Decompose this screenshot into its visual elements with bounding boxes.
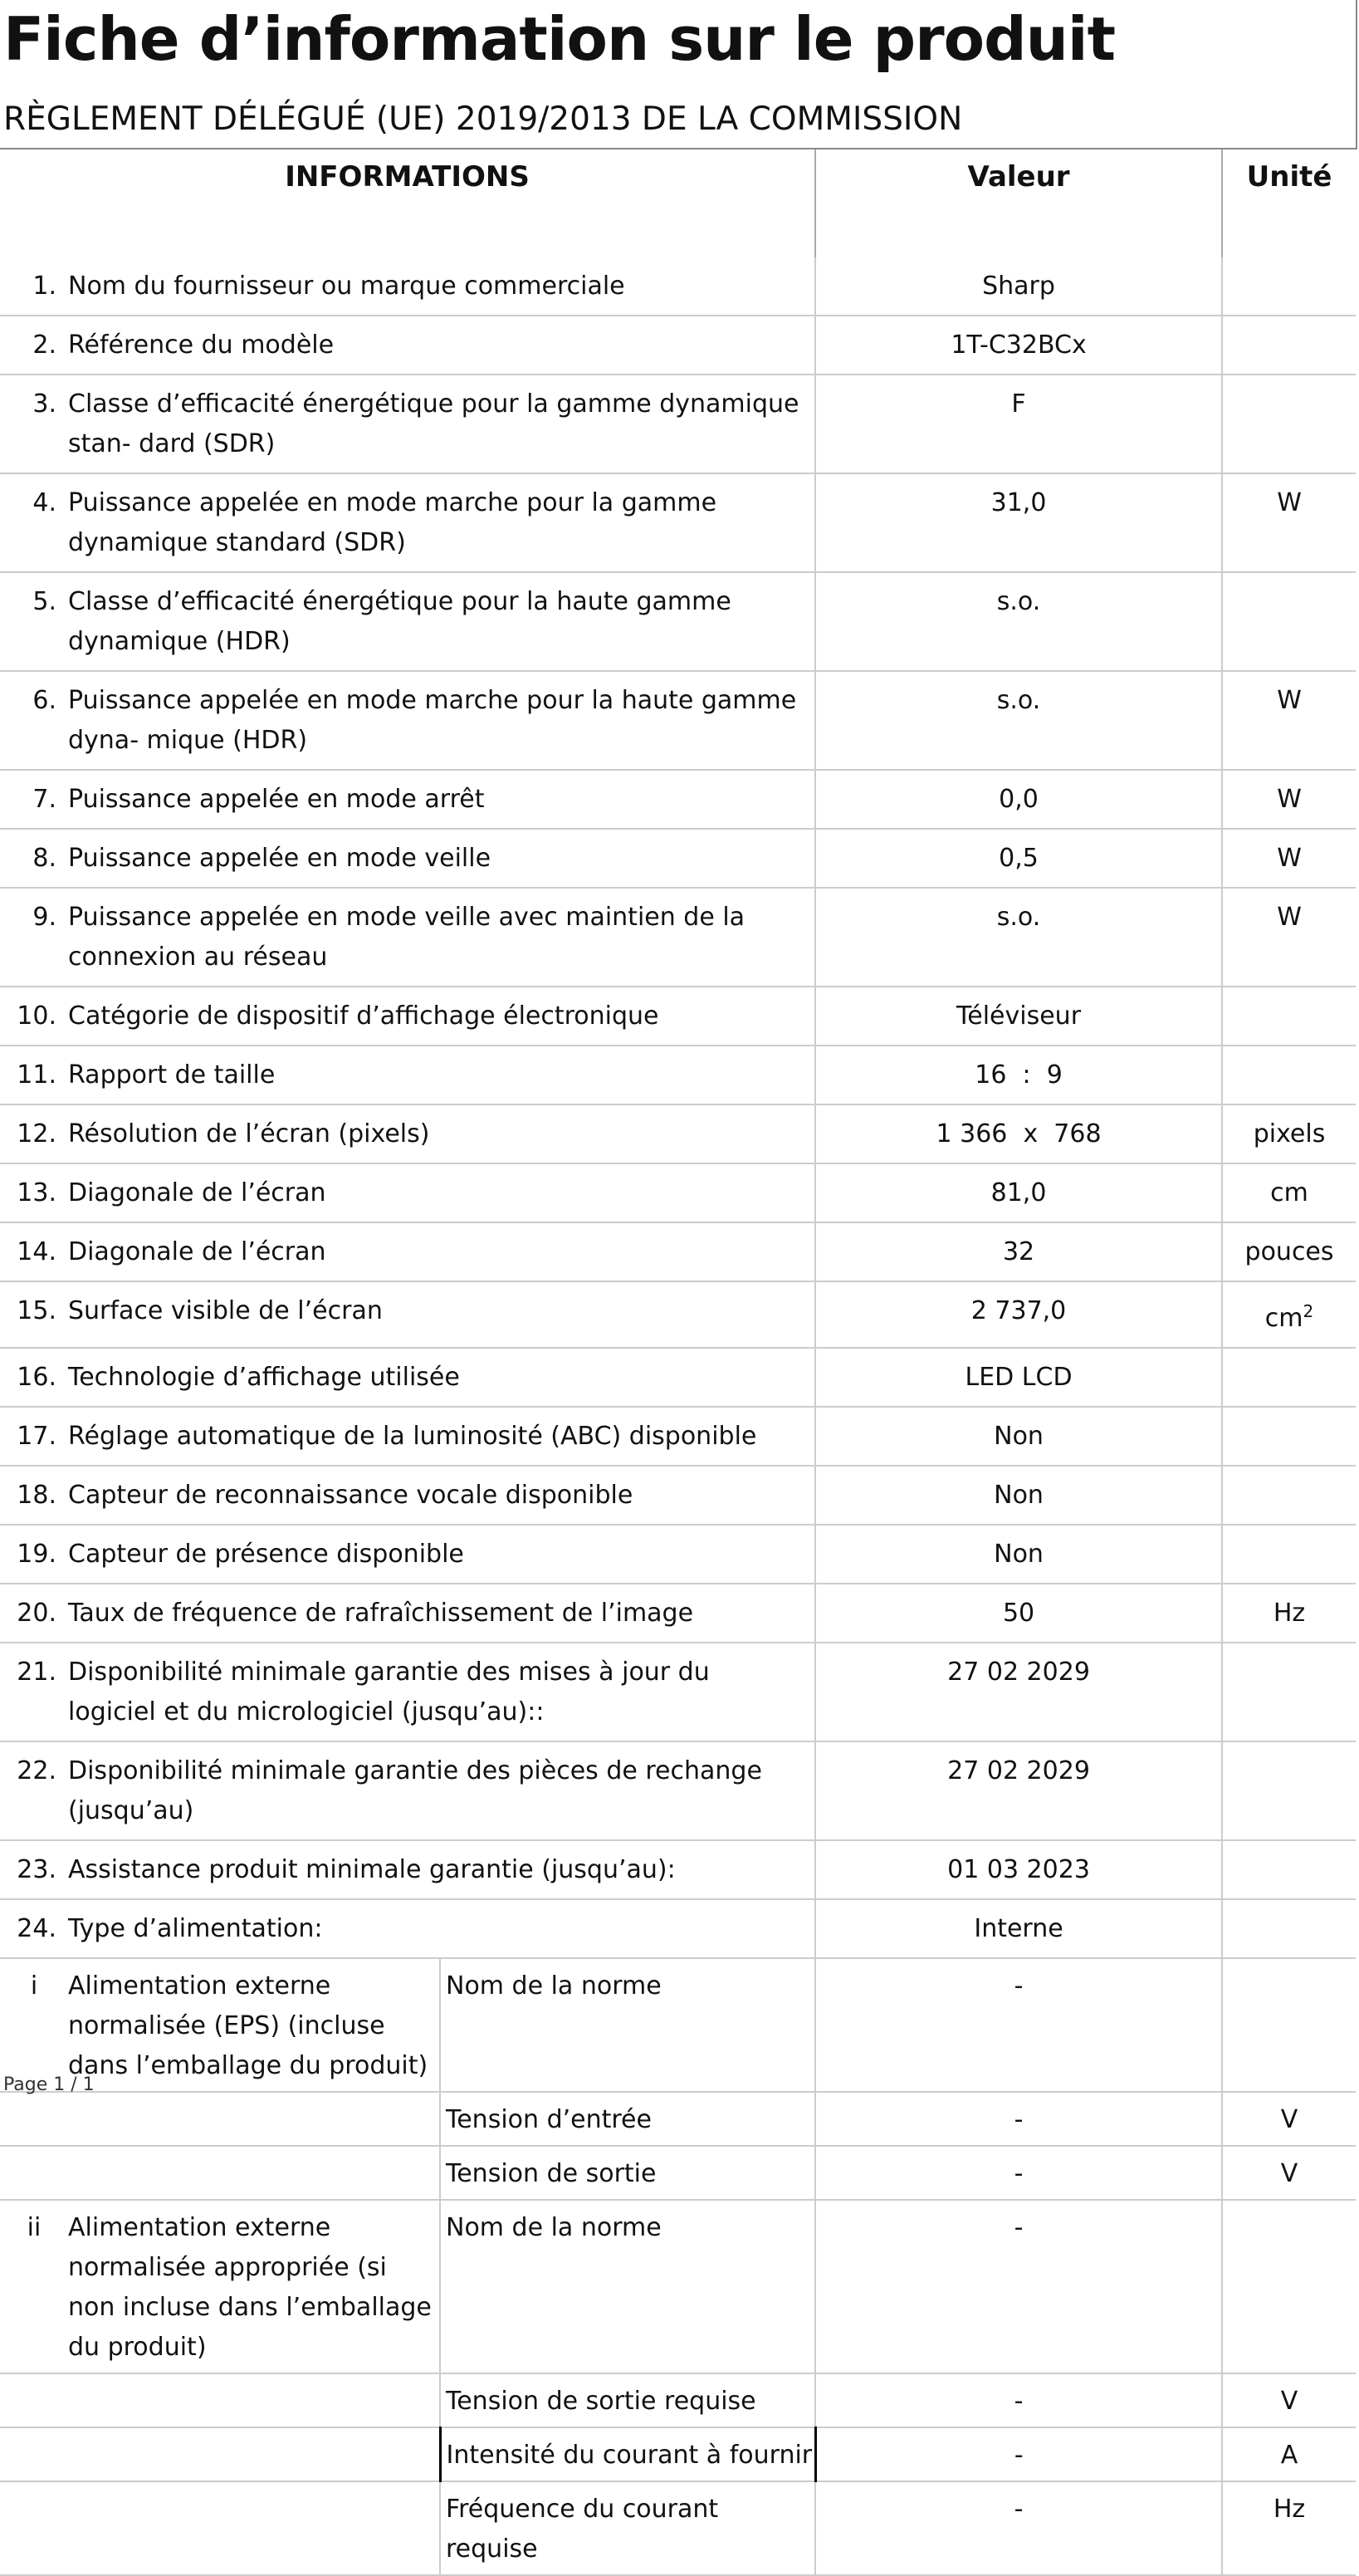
row-number: 6. bbox=[0, 671, 68, 770]
row-value: Non bbox=[815, 1407, 1222, 1466]
row-number: 18. bbox=[0, 1466, 68, 1525]
row-label: Taux de fréquence de rafraîchissement de l’image bbox=[68, 1584, 815, 1643]
row-unit bbox=[1222, 1348, 1356, 1407]
row-unit bbox=[1222, 888, 1356, 987]
row-unit bbox=[1222, 1104, 1356, 1163]
table-row bbox=[0, 2146, 1356, 2200]
row-unit bbox=[1222, 473, 1356, 572]
row-number: 3. bbox=[0, 375, 68, 473]
row-label: Rapport de taille bbox=[68, 1046, 815, 1104]
row-number: 4. bbox=[0, 473, 68, 572]
row-label: Classe d’efficacité énergétique pour la haute gamme dynamique (HDR) bbox=[68, 572, 815, 671]
row-unit bbox=[1222, 1584, 1356, 1643]
row-label: Catégorie de dispositif d’affichage électronique bbox=[68, 987, 815, 1046]
row-unit-text: W bbox=[1277, 686, 1302, 715]
row-number: 12. bbox=[0, 1104, 68, 1163]
row-value: 31,0 bbox=[815, 473, 1222, 572]
row-unit bbox=[1222, 1525, 1356, 1584]
row-value: 81,0 bbox=[815, 1163, 1222, 1222]
table-row bbox=[0, 671, 1356, 770]
row-value: - bbox=[815, 2373, 1222, 2427]
row-unit-text: W bbox=[1277, 844, 1302, 873]
table-row bbox=[0, 829, 1356, 888]
table-row bbox=[0, 1348, 1356, 1407]
row-number: 23. bbox=[0, 1840, 68, 1899]
row-unit-text: Hz bbox=[1273, 1599, 1306, 1628]
row-value: - bbox=[815, 2092, 1222, 2146]
row-unit-text: W bbox=[1277, 785, 1302, 814]
row-unit-text: pouces bbox=[1244, 1237, 1334, 1266]
row-number: 11. bbox=[0, 1046, 68, 1104]
row-unit bbox=[1222, 770, 1356, 829]
row-label: Disponibilité minimale garantie des pièces de rechange (jusqu’au) bbox=[68, 1741, 815, 1840]
row-value: 27 02 2029 bbox=[815, 1741, 1222, 1840]
header-informations: INFORMATIONS bbox=[285, 160, 530, 193]
row-unit-text: W bbox=[1277, 903, 1302, 932]
row-unit bbox=[1222, 987, 1356, 1046]
row-subitem-name: Nom de la norme bbox=[440, 1958, 815, 2092]
row-number: 10. bbox=[0, 987, 68, 1046]
row-number: 5. bbox=[0, 572, 68, 671]
header-spacer-row bbox=[0, 204, 1356, 257]
row-unit bbox=[1222, 1281, 1356, 1348]
table-row bbox=[0, 316, 1356, 375]
table-row bbox=[0, 888, 1356, 987]
row-unit-text: pixels bbox=[1253, 1119, 1326, 1148]
row-number: 22. bbox=[0, 1741, 68, 1840]
table-row bbox=[0, 2373, 1356, 2427]
row-value: F bbox=[815, 375, 1222, 473]
table-row bbox=[0, 2200, 1356, 2373]
page-title: Fiche d’information sur le produit bbox=[3, 4, 1115, 74]
table-row bbox=[0, 1525, 1356, 1584]
row-label: Diagonale de l’écran bbox=[68, 1222, 815, 1281]
row-label: Puissance appelée en mode arrêt bbox=[68, 770, 815, 829]
row-number: 14. bbox=[0, 1222, 68, 1281]
row-unit bbox=[1222, 316, 1356, 375]
row-number: 7. bbox=[0, 770, 68, 829]
main-rows bbox=[0, 257, 1356, 1958]
table-row bbox=[0, 257, 1356, 316]
row-subitem-name: Tension de sortie bbox=[440, 2146, 815, 2200]
table-row bbox=[0, 1741, 1356, 1840]
row-subitem-name: Fréquence du courant requise bbox=[440, 2481, 815, 2575]
row-value: - bbox=[815, 2481, 1222, 2575]
row-label: Diagonale de l’écran bbox=[68, 1163, 815, 1222]
header-unite: Unité bbox=[1222, 149, 1356, 204]
row-value: 01 03 2023 bbox=[815, 1840, 1222, 1899]
row-unit-superscript: 2 bbox=[1303, 1301, 1314, 1321]
row-label: Référence du modèle bbox=[68, 316, 815, 375]
table-row bbox=[0, 375, 1356, 473]
row-number: 13. bbox=[0, 1163, 68, 1222]
row-value: s.o. bbox=[815, 671, 1222, 770]
row-number: 9. bbox=[0, 888, 68, 987]
row-value: Téléviseur bbox=[815, 987, 1222, 1046]
row-number: 16. bbox=[0, 1348, 68, 1407]
row-subitem-name: Tension de sortie requise bbox=[440, 2373, 815, 2427]
row-value: - bbox=[815, 2427, 1222, 2481]
row-unit bbox=[1222, 375, 1356, 473]
row-subitem-name: Nom de la norme bbox=[440, 2200, 815, 2373]
row-value: Interne bbox=[815, 1899, 1222, 1958]
row-number: 15. bbox=[0, 1281, 68, 1348]
row-value: - bbox=[815, 2200, 1222, 2373]
row-label: Surface visible de l’écran bbox=[68, 1281, 815, 1348]
table-row bbox=[0, 473, 1356, 572]
row-unit bbox=[1222, 1741, 1356, 1840]
row-subitem-name: Intensité du courant à fournir bbox=[440, 2427, 815, 2481]
table-row bbox=[0, 1104, 1356, 1163]
row-unit bbox=[1222, 1407, 1356, 1466]
row-label: Disponibilité minimale garantie des mises à jour du logiciel et du micrologiciel (jusqu’au):: bbox=[68, 1643, 815, 1741]
row-label: Nom du fournisseur ou marque commerciale bbox=[68, 257, 815, 316]
row-unit bbox=[1222, 829, 1356, 888]
row-label: Puissance appelée en mode marche pour la haute gamme dyna- mique (HDR) bbox=[68, 671, 815, 770]
table-row bbox=[0, 1163, 1356, 1222]
row-unit-text: W bbox=[1277, 488, 1302, 517]
row-unit-text: cm bbox=[1270, 1178, 1308, 1207]
row-unit bbox=[1222, 1046, 1356, 1104]
row-value: 27 02 2029 bbox=[815, 1643, 1222, 1741]
table-row bbox=[0, 2427, 1356, 2481]
row-number: 2. bbox=[0, 316, 68, 375]
row-label: Alimentation externe normalisée (EPS) (incluse dans l’emballage du produit) bbox=[68, 1958, 440, 2092]
row-label: Capteur de reconnaissance vocale disponible bbox=[68, 1466, 815, 1525]
row-label: Assistance produit minimale garantie (jusqu’au): bbox=[68, 1840, 815, 1899]
row-value: 0,5 bbox=[815, 829, 1222, 888]
row-value: 16 : 9 bbox=[815, 1046, 1222, 1104]
row-unit bbox=[1222, 1466, 1356, 1525]
row-number: 24. bbox=[0, 1899, 68, 1958]
table-row bbox=[0, 572, 1356, 671]
row-value: 2 737,0 bbox=[815, 1281, 1222, 1348]
row-unit bbox=[1222, 1222, 1356, 1281]
table-row bbox=[0, 2481, 1356, 2575]
row-unit bbox=[1222, 2200, 1356, 2373]
row-value: - bbox=[815, 2146, 1222, 2200]
row-label: Réglage automatique de la luminosité (ABC) disponible bbox=[68, 1407, 815, 1466]
table-row bbox=[0, 2092, 1356, 2146]
row-label: Puissance appelée en mode veille avec maintien de la connexion au réseau bbox=[68, 888, 815, 987]
sub-section-ii bbox=[0, 2200, 1356, 2575]
row-unit bbox=[1222, 257, 1356, 316]
table-row bbox=[0, 1281, 1356, 1348]
row-unit: V bbox=[1222, 2146, 1356, 2200]
table-row bbox=[0, 1222, 1356, 1281]
row-value: Non bbox=[815, 1466, 1222, 1525]
row-value: s.o. bbox=[815, 572, 1222, 671]
table-row bbox=[0, 1584, 1356, 1643]
row-label: Résolution de l’écran (pixels) bbox=[68, 1104, 815, 1163]
row-label: Alimentation externe normalisée appropriée (si non incluse dans l’emballage du produit) bbox=[68, 2200, 440, 2373]
row-unit: V bbox=[1222, 2092, 1356, 2146]
row-value: Sharp bbox=[815, 257, 1222, 316]
row-unit bbox=[1222, 572, 1356, 671]
row-unit bbox=[1222, 1958, 1356, 2092]
row-unit bbox=[1222, 1899, 1356, 1958]
table-row bbox=[0, 1899, 1356, 1958]
row-value: 0,0 bbox=[815, 770, 1222, 829]
row-unit bbox=[1222, 1163, 1356, 1222]
row-label: Classe d’efficacité énergétique pour la gamme dynamique stan- dard (SDR) bbox=[68, 375, 815, 473]
table-row bbox=[0, 1840, 1356, 1899]
table-row bbox=[0, 1643, 1356, 1741]
row-number: 19. bbox=[0, 1525, 68, 1584]
header-valeur: Valeur bbox=[815, 149, 1222, 204]
table-row bbox=[0, 987, 1356, 1046]
table-row bbox=[0, 1046, 1356, 1104]
table-row bbox=[0, 1407, 1356, 1466]
row-unit bbox=[1222, 1643, 1356, 1741]
row-unit bbox=[1222, 1840, 1356, 1899]
row-label: Puissance appelée en mode veille bbox=[68, 829, 815, 888]
row-label: Capteur de présence disponible bbox=[68, 1525, 815, 1584]
row-value: 1 366 x 768 bbox=[815, 1104, 1222, 1163]
table-row bbox=[0, 1466, 1356, 1525]
regulation-subtitle: RÈGLEMENT DÉLÉGUÉ (UE) 2019/2013 DE LA COMMISSION bbox=[3, 100, 963, 138]
row-value: LED LCD bbox=[815, 1348, 1222, 1407]
row-number: i bbox=[0, 1958, 68, 2092]
row-number: 8. bbox=[0, 829, 68, 888]
row-number: ii bbox=[0, 2200, 68, 2373]
row-label: Type d’alimentation: bbox=[68, 1899, 815, 1958]
row-number: 20. bbox=[0, 1584, 68, 1643]
row-subitem-name: Tension d’entrée bbox=[440, 2092, 815, 2146]
row-value: 50 bbox=[815, 1584, 1222, 1643]
product-info-table bbox=[0, 149, 1356, 2576]
row-number: 1. bbox=[0, 257, 68, 316]
row-value: 1T-C32BCx bbox=[815, 316, 1222, 375]
row-value: Non bbox=[815, 1525, 1222, 1584]
row-value: s.o. bbox=[815, 888, 1222, 987]
row-value: - bbox=[815, 1958, 1222, 2092]
row-unit: A bbox=[1222, 2427, 1356, 2481]
row-number: 17. bbox=[0, 1407, 68, 1466]
row-unit: V bbox=[1222, 2373, 1356, 2427]
sub-section-i bbox=[0, 1958, 1356, 2200]
row-value: 32 bbox=[815, 1222, 1222, 1281]
row-label: Technologie d’affichage utilisée bbox=[68, 1348, 815, 1407]
table-row bbox=[0, 1958, 1356, 2092]
row-number: 21. bbox=[0, 1643, 68, 1741]
row-unit bbox=[1222, 671, 1356, 770]
row-unit: Hz bbox=[1222, 2481, 1356, 2575]
table-row bbox=[0, 770, 1356, 829]
row-label: Puissance appelée en mode marche pour la gamme dynamique standard (SDR) bbox=[68, 473, 815, 572]
header-right-border bbox=[1356, 0, 1357, 149]
page-footer: Page 1 / 1 bbox=[3, 2074, 95, 2095]
row-unit-text: cm bbox=[1264, 1304, 1303, 1333]
